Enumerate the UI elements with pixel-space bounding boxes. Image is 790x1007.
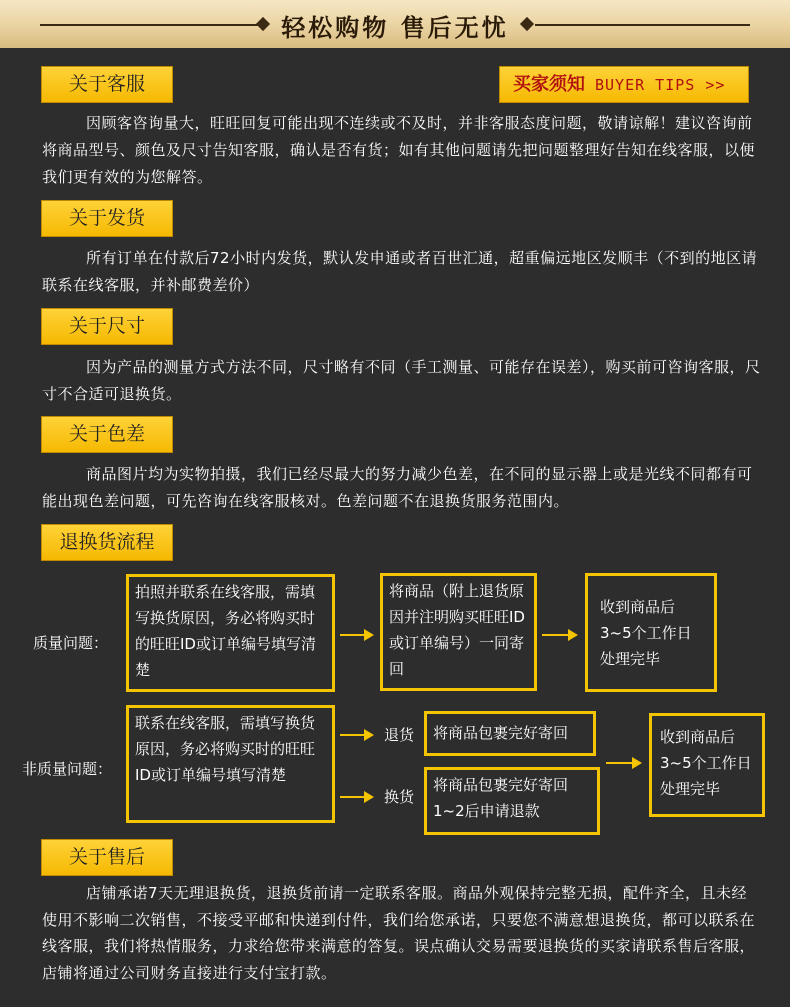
quality-arrow-2 xyxy=(542,634,576,636)
tag-aftersale: 关于售后 xyxy=(41,839,173,876)
tag-size: 关于尺寸 xyxy=(41,308,173,345)
header-diamond-left xyxy=(256,17,270,31)
quality-label: 质量问题： xyxy=(33,634,109,652)
exchange-label: 换货 xyxy=(384,788,415,806)
service-text xyxy=(42,110,762,191)
quality-arrow-1 xyxy=(340,634,372,636)
header-banner xyxy=(0,0,790,48)
size-text xyxy=(42,354,762,408)
shipping-text-body: 所有订单在付款后72小时内发货，默认发申通或者百世汇通，超重偏远地区发顺丰（不到的地区请联系在线客服，并补邮费差价） xyxy=(42,249,758,294)
aftersale-text-body: 店铺承诺7天无理退换货，退换货前请一定联系客服。商品外观保持完整无损，配件齐全，且未经使用不影响二次销售，不接受平邮和快递到付件，我们给您承诺，只要您不满意想退换货，都可以联系在线客服，我们将热情服务，力求给您带来满意的答复。误点确认交易需要退换货的买家请联系售后客服，店铺将通过公司财务直接进行支付宝打款。 xyxy=(42,884,756,982)
color-text-body: 商品图片均为实物拍摄，我们已经尽最大的努力减少色差，在不同的显示器上或是光线不同都有可能出现色差问题，可先咨询在线客服核对。色差问题不在退换货服务范围内。 xyxy=(42,465,753,510)
nonquality-arrow-return xyxy=(340,734,372,736)
nonquality-arrow-exchange xyxy=(340,796,372,798)
nonquality-step1-box: 联系在线客服，需填写换货原因，务必将购买时的旺旺ID或订单编号填写清楚 xyxy=(126,705,335,823)
nonquality-arrow-final xyxy=(606,762,640,764)
nonquality-step3-box: 收到商品后3~5个工作日处理完毕 xyxy=(649,713,765,817)
aftersale-text xyxy=(42,880,762,986)
return-label: 退货 xyxy=(384,726,415,744)
tag-returns: 退换货流程 xyxy=(41,524,173,561)
shipping-text xyxy=(42,245,762,299)
service-text-body: 因顾客咨询量大，旺旺回复可能出现不连续或不及时，并非客服态度问题，敬请谅解！建议咨询前将商品型号、颜色及尺寸告知客服，确认是否有货；如有其他问题请先把问题整理好告知在线客服，以便我们更有效的为您解答。 xyxy=(42,114,756,186)
buyer-tips-en: BUYER TIPS >> xyxy=(595,76,726,94)
buyer-tips-button[interactable] xyxy=(499,66,749,103)
tag-shipping: 关于发货 xyxy=(41,200,173,237)
header-divider-left xyxy=(40,24,265,26)
return-step-box: 将商品包裹完好寄回 xyxy=(424,711,596,756)
header-title: 轻松购物 售后无忧 xyxy=(281,13,509,42)
quality-step1-box: 拍照并联系在线客服，需填写换货原因，务必将购买时的旺旺ID或订单编号填写清楚 xyxy=(126,574,335,692)
quality-step3-box: 收到商品后3~5个工作日处理完毕 xyxy=(585,573,717,692)
nonquality-label: 非质量问题： xyxy=(22,760,113,778)
exchange-step-box: 将商品包裹完好寄回1~2后申请退款 xyxy=(424,767,600,835)
tag-service: 关于客服 xyxy=(41,66,173,103)
quality-step2-box: 将商品（附上退货原因并注明购买旺旺ID或订单编号）一同寄回 xyxy=(380,573,537,691)
header-divider-right xyxy=(535,24,750,26)
size-text-body: 因为产品的测量方式方法不同，尺寸略有不同（手工测量、可能存在误差），购买前可咨询客服，尺寸不合适可退换货。 xyxy=(42,358,761,403)
buyer-tips-cn: 买家须知 xyxy=(513,74,585,95)
tag-color: 关于色差 xyxy=(41,416,173,453)
header-diamond-right xyxy=(520,17,534,31)
color-text xyxy=(42,461,762,515)
